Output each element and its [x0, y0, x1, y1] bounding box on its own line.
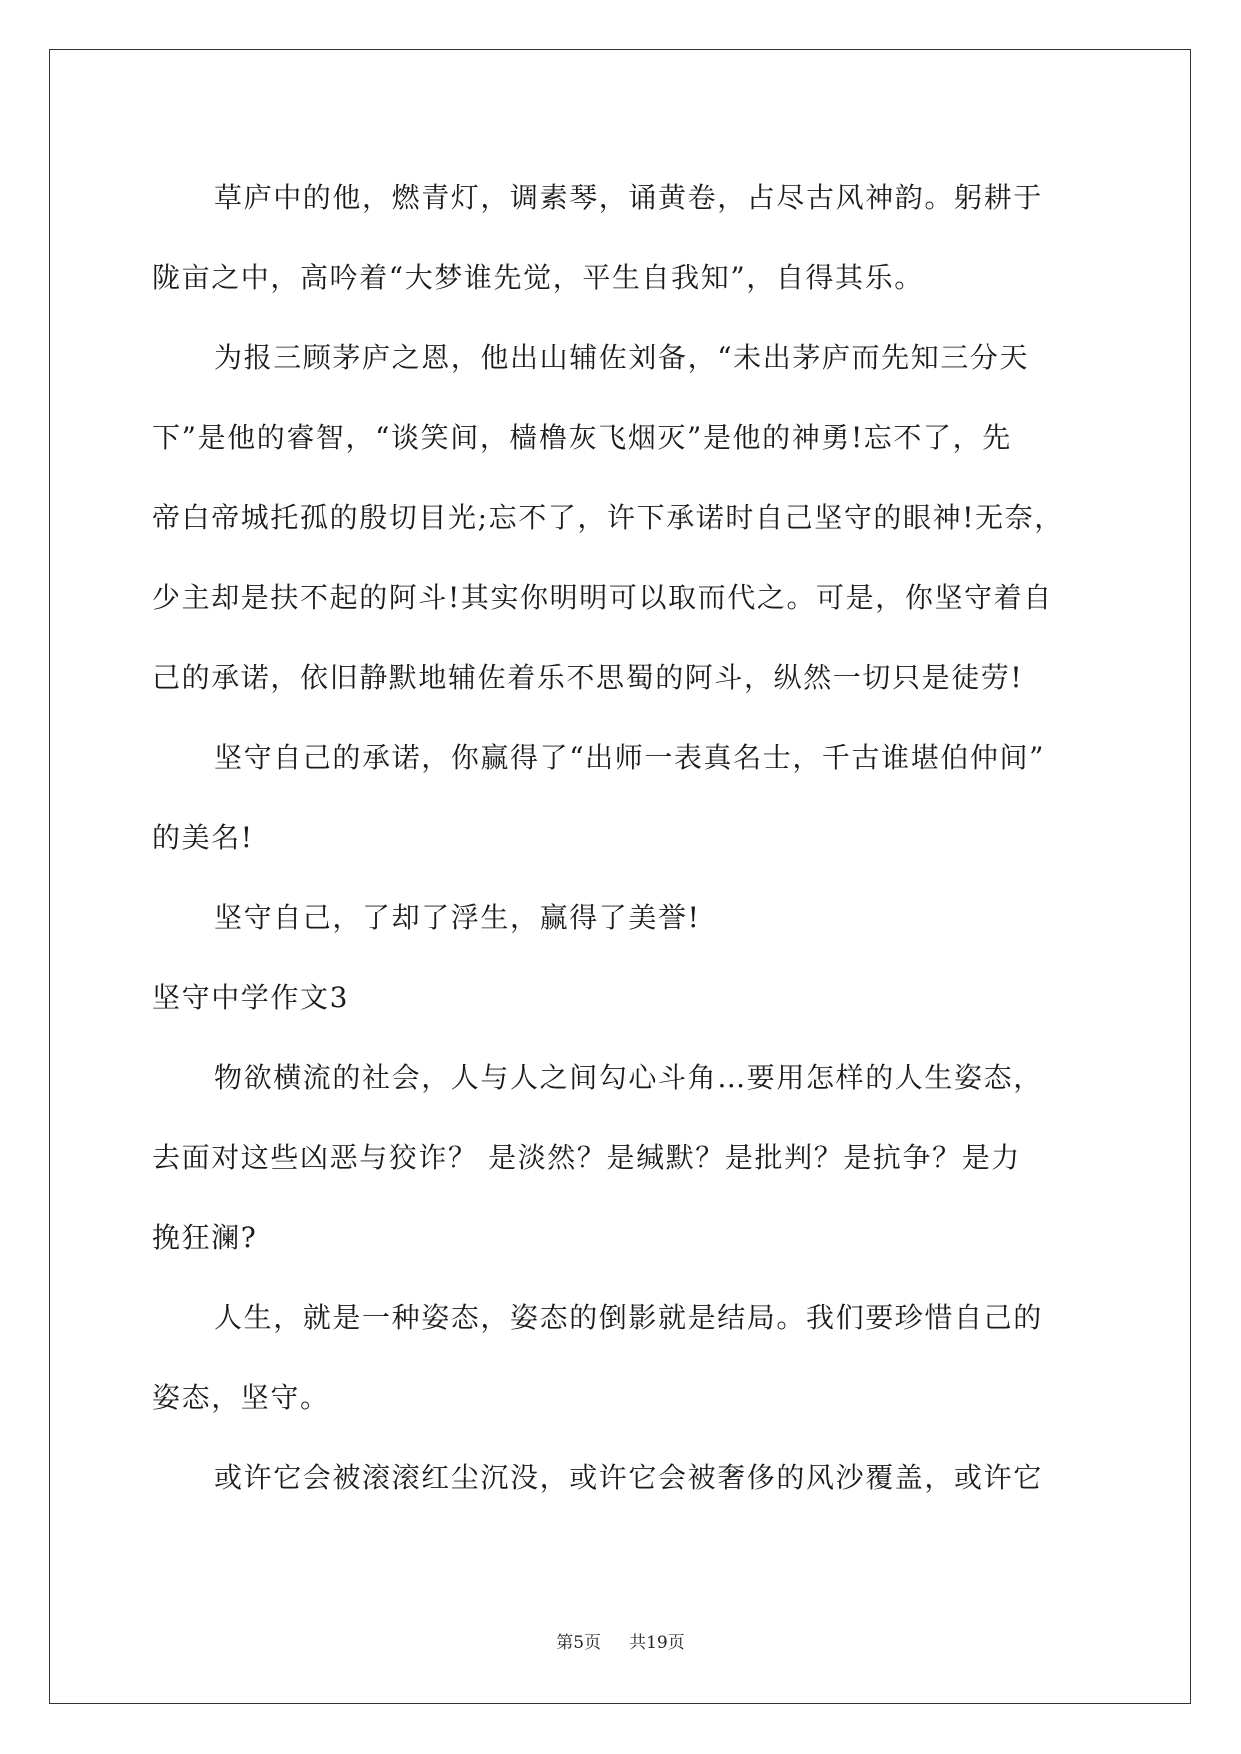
paragraph-line: 坚守自己，了却了浮生，赢得了美誉! [214, 901, 701, 934]
paragraph-line: 人生，就是一种姿态，姿态的倒影就是结局。我们要珍惜自己的 [214, 1301, 1043, 1334]
paragraph-line: 陇亩之中，高吟着“大梦谁先觉，平生自我知”，自得其乐。 [152, 261, 924, 294]
page-total: 共19页 [629, 1633, 685, 1653]
paragraph-line: 或许它会被滚滚红尘沉没，或许它会被奢侈的风沙覆盖，或许它 [214, 1461, 1043, 1494]
document-body [152, 158, 1092, 1518]
paragraph-line: 为报三顾茅庐之恩，他出山辅佐刘备，“未出茅庐而先知三分天 [214, 341, 1030, 374]
paragraph-line: 姿态，坚守。 [152, 1381, 330, 1414]
paragraph-line: 去面对这些凶恶与狡诈？ 是淡然？是缄默？是批判？是抗争？是力 [152, 1141, 1021, 1174]
paragraph-line: 物欲横流的社会，人与人之间勾心斗角…要用怎样的人生姿态， [214, 1061, 1043, 1094]
page-number: 第5页 [556, 1633, 602, 1653]
page-footer [0, 1628, 1241, 1653]
paragraph-line: 的美名! [152, 821, 254, 854]
paragraph-line: 己的承诺，依旧静默地辅佐着乐不思蜀的阿斗，纵然一切只是徒劳! [152, 661, 1024, 694]
paragraph-line: 下”是他的睿智，“谈笑间，樯橹灰飞烟灭”是他的神勇!忘不了，先 [152, 421, 1012, 454]
paragraph-line: 挽狂澜? [152, 1221, 258, 1254]
section-heading: 坚守中学作文3 [152, 981, 350, 1014]
paragraph-line: 少主却是扶不起的阿斗!其实你明明可以取而代之。可是，你坚守着自 [152, 581, 1053, 614]
paragraph-line: 草庐中的他，燃青灯，调素琴，诵黄卷，占尽古风神韵。躬耕于 [214, 181, 1043, 214]
paragraph-line: 帝白帝城托孤的殷切目光;忘不了，许下承诺时自己坚守的眼神!无奈， [152, 501, 1064, 534]
paragraph-line: 坚守自己的承诺，你赢得了“出师一表真名士，千古谁堪伯仲间” [214, 741, 1046, 774]
